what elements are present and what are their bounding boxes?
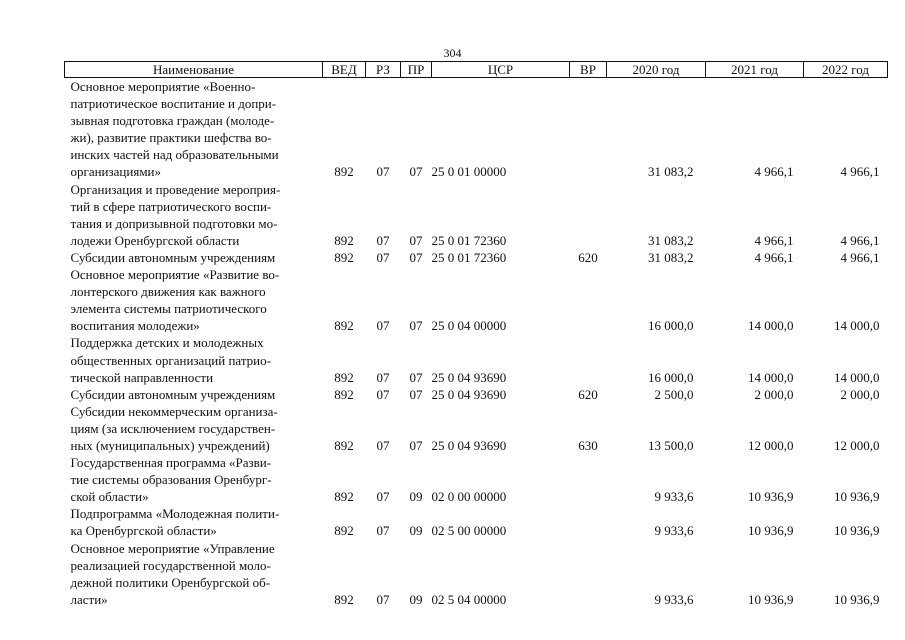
cell-2021: 2 000,0 <box>754 386 794 402</box>
table-row <box>65 403 888 454</box>
cell-2022: 12 000,0 <box>834 437 880 453</box>
name-line: Основное мероприятие «Развитие во- <box>70 267 280 283</box>
header-2020: 2020 год <box>607 62 706 78</box>
table-row <box>65 249 888 266</box>
table-row <box>65 266 888 334</box>
cell-rz: 07 <box>376 249 390 265</box>
cell-pr: 07 <box>409 386 423 402</box>
cell-2022: 10 936,9 <box>834 489 880 505</box>
cell-vr <box>570 266 607 334</box>
cell-2021: 4 966,1 <box>754 232 794 248</box>
name-line: инских частей над образовательными <box>70 147 279 163</box>
cell-2022: 4 966,1 <box>840 164 880 180</box>
name-line: лодежи Оренбургской области <box>70 232 240 248</box>
cell-2021: 10 936,9 <box>748 489 794 505</box>
name-line: Основное мероприятие «Управление <box>70 540 275 556</box>
cell-vr: 620 <box>578 249 598 265</box>
cell-csr: 02 0 00 00000 <box>431 489 507 505</box>
cell-2020: 31 083,2 <box>648 249 694 265</box>
cell-vr <box>570 540 607 608</box>
cell-name <box>65 78 323 181</box>
cell-2022: 4 966,1 <box>840 232 880 248</box>
cell-ved: 892 <box>334 232 354 248</box>
cell-csr: 25 0 01 00000 <box>431 164 507 180</box>
cell-pr: 07 <box>409 318 423 334</box>
cell-2022: 14 000,0 <box>834 318 880 334</box>
cell-2022: 10 936,9 <box>834 523 880 539</box>
name-line: Субсидии автономным учреждениям <box>70 386 276 402</box>
name-line: ской области» <box>70 489 149 505</box>
cell-2020: 2 500,0 <box>654 386 694 402</box>
header-2022: 2022 год <box>804 62 888 78</box>
cell-ved: 892 <box>334 164 354 180</box>
name-line: циям (за исключением государствен- <box>70 420 276 436</box>
cell-ved: 892 <box>334 591 354 607</box>
cell-2020: 9 933,6 <box>654 489 694 505</box>
name-line: Организация и проведение мероприя- <box>70 181 281 197</box>
cell-name <box>65 249 323 266</box>
cell-pr: 07 <box>409 249 423 265</box>
header-name: Наименование <box>65 62 323 78</box>
header-rz: РЗ <box>366 62 401 78</box>
cell-ved: 892 <box>334 249 354 265</box>
cell-2020: 16 000,0 <box>648 369 694 385</box>
cell-rz: 07 <box>376 369 390 385</box>
cell-2021: 4 966,1 <box>754 164 794 180</box>
table-row <box>65 540 888 608</box>
table-header-row <box>65 62 888 78</box>
cell-ved: 892 <box>334 386 354 402</box>
cell-vr <box>570 454 607 505</box>
cell-vr: 630 <box>578 437 598 453</box>
cell-csr: 02 5 00 00000 <box>431 523 507 539</box>
cell-2022: 2 000,0 <box>840 386 880 402</box>
cell-csr: 02 5 04 00000 <box>431 591 507 607</box>
name-line: тие системы образования Оренбург- <box>70 472 272 488</box>
table-row <box>65 181 888 249</box>
name-line: Подпрограмма «Молодежная полити- <box>70 506 280 522</box>
cell-2021: 12 000,0 <box>748 437 794 453</box>
header-pr: ПР <box>401 62 432 78</box>
name-line: Государственная программа «Разви- <box>70 455 272 471</box>
name-line: Поддержка детских и молодежных <box>70 335 264 351</box>
cell-csr: 25 0 04 00000 <box>431 318 507 334</box>
header-2021: 2021 год <box>706 62 804 78</box>
cell-csr: 25 0 04 93690 <box>431 369 507 385</box>
name-line: организациями» <box>70 164 161 180</box>
cell-2021: 10 936,9 <box>748 523 794 539</box>
cell-2020: 9 933,6 <box>654 523 694 539</box>
name-line: реализацией государственной моло- <box>70 557 271 573</box>
name-line: Субсидии некоммерческим организа- <box>70 403 278 419</box>
name-line: патриотическое воспитание и допри- <box>70 96 277 112</box>
cell-ved: 892 <box>334 369 354 385</box>
cell-pr: 07 <box>409 164 423 180</box>
table-row <box>65 386 888 403</box>
cell-csr: 25 0 04 93690 <box>431 437 507 453</box>
cell-pr: 07 <box>409 232 423 248</box>
cell-ved: 892 <box>334 437 354 453</box>
name-line: общественных организаций патрио- <box>70 352 271 368</box>
cell-rz: 07 <box>376 318 390 334</box>
cell-vr <box>570 505 607 539</box>
name-line: тий в сфере патриотического воспи- <box>70 198 272 214</box>
name-line: элемента системы патриотического <box>70 301 267 317</box>
cell-csr: 25 0 04 93690 <box>431 386 507 402</box>
cell-name <box>65 403 323 454</box>
cell-2020: 16 000,0 <box>648 318 694 334</box>
cell-rz: 07 <box>376 523 390 539</box>
cell-vr <box>570 181 607 249</box>
cell-csr: 25 0 01 72360 <box>431 232 507 248</box>
cell-2022: 4 966,1 <box>840 249 880 265</box>
cell-name <box>65 334 323 385</box>
cell-name <box>65 454 323 505</box>
cell-2021: 14 000,0 <box>748 318 794 334</box>
cell-rz: 07 <box>376 232 390 248</box>
name-line: зывная подготовка граждан (молоде- <box>70 113 275 129</box>
cell-pr: 09 <box>409 591 423 607</box>
budget-table <box>64 61 888 608</box>
cell-2020: 31 083,2 <box>648 232 694 248</box>
header-ved: ВЕД <box>323 62 366 78</box>
cell-name <box>65 386 323 403</box>
cell-2020: 9 933,6 <box>654 591 694 607</box>
name-line: жи), развитие практики шефства во- <box>70 130 272 146</box>
name-line: лонтерского движения как важного <box>70 284 266 300</box>
cell-pr: 07 <box>409 437 423 453</box>
name-line: тания и допризывной подготовки мо- <box>70 215 278 231</box>
name-line: воспитания молодежи» <box>70 318 200 334</box>
cell-csr: 25 0 01 72360 <box>431 249 507 265</box>
name-line: Субсидии автономным учреждениям <box>70 249 276 265</box>
cell-2021: 10 936,9 <box>748 591 794 607</box>
cell-name <box>65 505 323 539</box>
name-line: ласти» <box>70 591 108 607</box>
cell-2022: 14 000,0 <box>834 369 880 385</box>
cell-vr <box>570 334 607 385</box>
cell-pr: 09 <box>409 489 423 505</box>
cell-vr: 620 <box>578 386 598 402</box>
cell-vr <box>570 78 607 181</box>
cell-rz: 07 <box>376 164 390 180</box>
cell-2020: 31 083,2 <box>648 164 694 180</box>
cell-2020: 13 500,0 <box>648 437 694 453</box>
cell-2021: 4 966,1 <box>754 249 794 265</box>
name-line: ка Оренбургской области» <box>70 523 217 539</box>
table-row <box>65 334 888 385</box>
cell-name <box>65 181 323 249</box>
table-row <box>65 78 888 181</box>
name-line: ных (муниципальных) учреждений) <box>70 437 270 453</box>
name-line: Основное мероприятие «Военно- <box>70 79 256 94</box>
cell-ved: 892 <box>334 523 354 539</box>
cell-pr: 07 <box>409 369 423 385</box>
cell-2022: 10 936,9 <box>834 591 880 607</box>
name-line: тической направленности <box>70 369 214 385</box>
table-row <box>65 454 888 505</box>
table-row <box>65 505 888 539</box>
cell-ved: 892 <box>334 489 354 505</box>
cell-rz: 07 <box>376 489 390 505</box>
header-csr: ЦСР <box>432 62 570 78</box>
cell-ved: 892 <box>334 318 354 334</box>
header-vr: ВР <box>570 62 607 78</box>
cell-rz: 07 <box>376 437 390 453</box>
cell-rz: 07 <box>376 386 390 402</box>
cell-name <box>65 540 323 608</box>
page-number: 304 <box>443 46 462 60</box>
cell-name <box>65 266 323 334</box>
cell-rz: 07 <box>376 591 390 607</box>
name-line: дежной политики Оренбургской об- <box>70 574 271 590</box>
table-body <box>65 78 888 608</box>
cell-2021: 14 000,0 <box>748 369 794 385</box>
cell-pr: 09 <box>409 523 423 539</box>
